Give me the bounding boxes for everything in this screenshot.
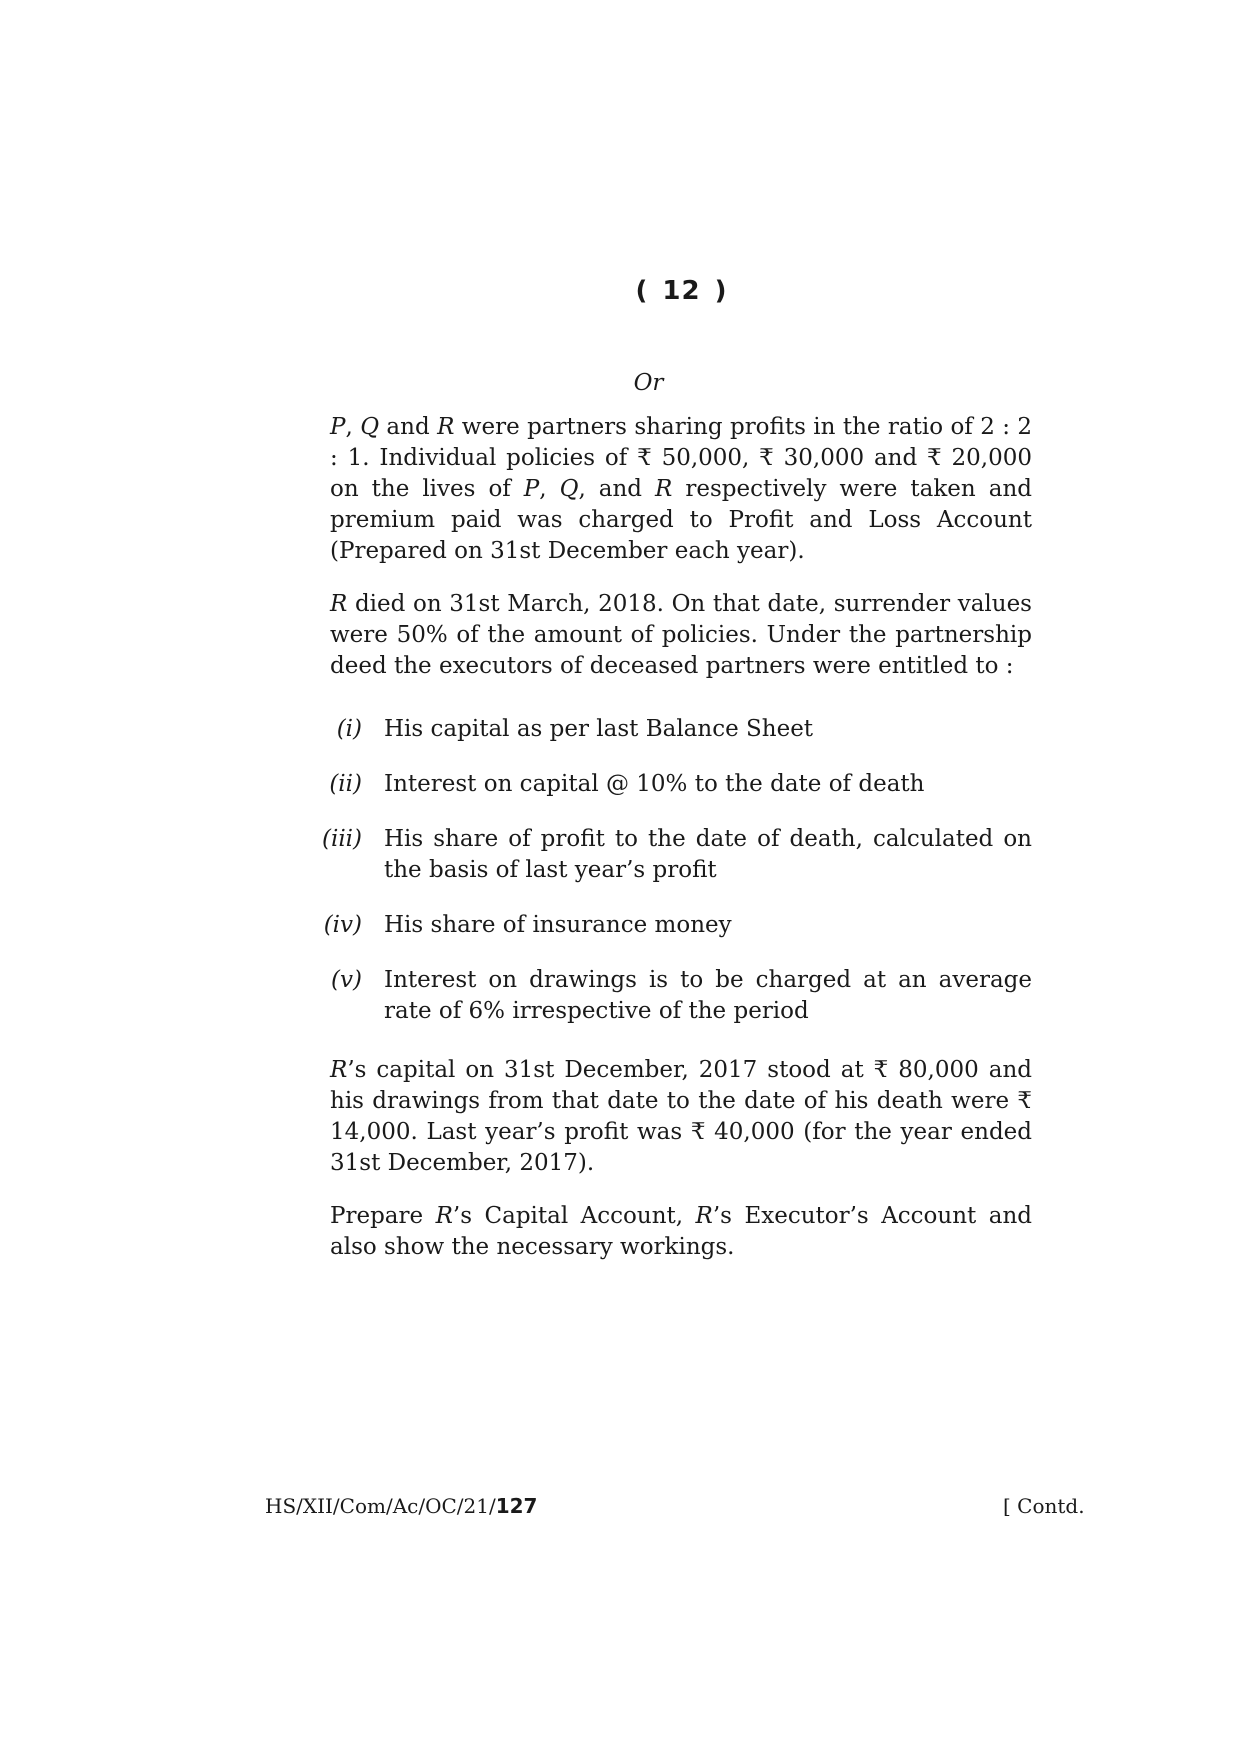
- item-number: (i): [336, 716, 362, 742]
- partner-var: R: [330, 591, 348, 617]
- partner-var: P: [330, 414, 346, 440]
- partner-var: R: [435, 1203, 453, 1229]
- list-item: [321, 824, 1032, 886]
- footer-code-number: 127: [495, 1494, 538, 1518]
- intro-text: were partners sharing profits in the ratio of 2 : 2 : 1. Individual policies of ₹ 50,000, ₹ 30,000 and ₹ 20,000 on the lives of: [330, 414, 1032, 502]
- footer-contd: [ Contd.: [1003, 1494, 1085, 1518]
- list-item: [330, 965, 1032, 1027]
- intro-text: ,: [345, 414, 361, 440]
- list-item: [330, 714, 1032, 745]
- list-item: [330, 769, 1032, 800]
- capital-paragraph: [330, 1055, 1032, 1179]
- intro-text: , and: [578, 476, 656, 502]
- task-text: Prepare: [330, 1203, 436, 1229]
- capital-text: ’s capital on 31st December, 2017 stood at ₹ 80,000 and his drawings from that date to the date of his death were ₹ 14,000. Last year’s profit was ₹ 40,000 (for the year ended 31st December, 2017).: [330, 1057, 1032, 1176]
- page-number: ( 12 ): [635, 276, 728, 306]
- partner-var: Q: [559, 476, 579, 502]
- item-text: Interest on drawings is to be charged at an average rate of 6% irrespective of the period: [384, 967, 1032, 1024]
- item-number: (iv): [323, 912, 362, 938]
- item-number: (v): [331, 967, 362, 993]
- partner-var: R: [330, 1057, 348, 1083]
- intro-text: ,: [539, 476, 560, 502]
- entitlement-list: [321, 714, 1032, 1027]
- item-text: His share of insurance money: [384, 912, 732, 938]
- item-number: (ii): [329, 771, 362, 797]
- task-text: ’s Capital Account,: [452, 1203, 696, 1229]
- death-paragraph: [330, 589, 1032, 682]
- intro-paragraph: [330, 412, 1032, 567]
- partner-var: Q: [360, 414, 380, 440]
- task-text: ’s Executor’s Account and also show the necessary workings.: [330, 1203, 1032, 1260]
- task-paragraph: [330, 1201, 1032, 1263]
- item-number: (iii): [321, 826, 362, 852]
- or-label: Or: [633, 370, 664, 396]
- death-text: died on 31st March, 2018. On that date, surrender values were 50% of the amount of policies. Under the partnership deed the executors of deceased partners were entitled to :: [330, 591, 1032, 679]
- partner-var: R: [695, 1203, 713, 1229]
- footer-code: [265, 1494, 537, 1518]
- footer-code-prefix: HS/XII/Com/Ac/OC/21/: [265, 1494, 496, 1518]
- list-item: [323, 910, 1032, 941]
- item-text: His share of profit to the date of death, calculated on the basis of last year’s profit: [384, 826, 1032, 883]
- item-text: His capital as per last Balance Sheet: [384, 716, 814, 742]
- intro-text: respectively were taken and premium paid was charged to Profit and Loss Account (Prepared on 31st December each year).: [330, 476, 1032, 564]
- intro-text: and: [379, 414, 438, 440]
- question-body: [321, 412, 1032, 1263]
- partner-var: R: [655, 476, 673, 502]
- partner-var: R: [437, 414, 455, 440]
- item-text: Interest on capital @ 10% to the date of death: [384, 771, 925, 797]
- partner-var: P: [523, 476, 540, 502]
